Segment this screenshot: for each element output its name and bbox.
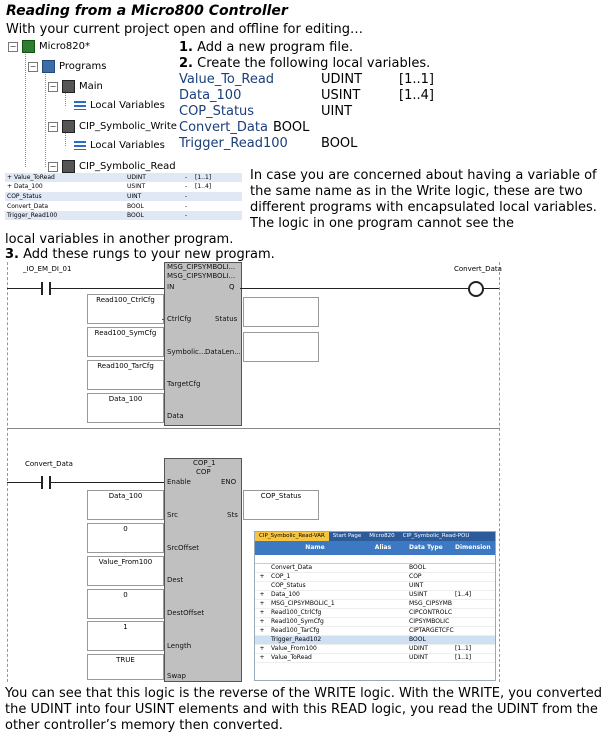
pin-eno: ENO bbox=[221, 478, 237, 486]
collapse-icon[interactable]: − bbox=[9, 41, 17, 51]
header-name[interactable]: Name bbox=[305, 544, 325, 551]
tree-programs[interactable] bbox=[28, 60, 106, 73]
table-row[interactable] bbox=[255, 582, 495, 591]
program-icon bbox=[62, 120, 75, 133]
mini-variable-table bbox=[5, 173, 242, 221]
expand-icon[interactable]: + bbox=[259, 573, 265, 580]
pin-length: Length bbox=[167, 642, 192, 650]
var-type: BOOL bbox=[321, 136, 358, 151]
contact-label: _IO_EM_DI_01 bbox=[23, 265, 72, 273]
cell-type: UINT bbox=[409, 582, 424, 589]
cell-type: MSG_CIPSYMB bbox=[409, 600, 452, 607]
cell-name: Value_ToRead bbox=[13, 173, 55, 181]
cell-type: UDINT bbox=[409, 645, 428, 652]
cell-name: Data_100 bbox=[13, 183, 43, 191]
cell-name: Convert_Data bbox=[7, 202, 49, 210]
cell-type: BOOL bbox=[127, 212, 144, 220]
table-row[interactable] bbox=[255, 636, 495, 645]
expand-icon[interactable]: + bbox=[259, 618, 265, 625]
var-name: Data_100 bbox=[179, 88, 242, 103]
cell-name: Data_100 bbox=[271, 591, 300, 598]
step-number: 2. bbox=[179, 56, 193, 71]
pin-enable: Enable bbox=[167, 478, 191, 486]
table-row[interactable] bbox=[255, 609, 495, 618]
expand-icon[interactable]: + bbox=[7, 173, 13, 181]
cell-type: BOOL bbox=[409, 564, 426, 571]
input-src[interactable]: Data_100 bbox=[87, 490, 164, 520]
cell-name: Read100_SymCfg bbox=[271, 618, 324, 625]
expand-icon[interactable]: + bbox=[259, 609, 265, 616]
cell-dim bbox=[455, 573, 495, 581]
var-type: USINT bbox=[321, 88, 361, 103]
block-type-name: COP bbox=[196, 468, 211, 476]
tree-write[interactable] bbox=[48, 120, 177, 133]
tree-controller[interactable] bbox=[8, 40, 90, 53]
pin-q: Q bbox=[229, 283, 235, 291]
table-row[interactable] bbox=[255, 645, 495, 654]
table-row[interactable] bbox=[5, 202, 242, 212]
contact-left[interactable] bbox=[41, 282, 43, 295]
tree-controller-label: Micro820* bbox=[39, 41, 91, 52]
tree-local-vars-write[interactable] bbox=[74, 140, 165, 151]
collapse-icon[interactable]: − bbox=[29, 61, 37, 71]
input-destoffset[interactable]: 0 bbox=[87, 589, 164, 619]
input-tarcfg[interactable]: Read100_TarCfg bbox=[87, 360, 164, 390]
table-row[interactable] bbox=[255, 573, 495, 582]
table-row[interactable] bbox=[255, 627, 495, 636]
block-type-name: MSG_CIPSYMBOLI... bbox=[167, 272, 236, 280]
local-variables-icon bbox=[74, 141, 86, 150]
cell-name: Value_From100 bbox=[271, 645, 317, 652]
step-2-text: Create the following local variables. bbox=[197, 56, 431, 71]
cell-dim bbox=[455, 600, 495, 608]
dropdown-icon[interactable]: - bbox=[185, 202, 188, 210]
cell-dim bbox=[455, 636, 495, 644]
cell-name: Trigger_Read102 bbox=[271, 636, 322, 643]
var-type: BOOL bbox=[273, 120, 310, 135]
step-3-text: Add these rungs to your new program. bbox=[23, 247, 275, 262]
step-number: 3. bbox=[5, 247, 19, 262]
var-row bbox=[179, 104, 479, 120]
cell-dim: [1..1] bbox=[455, 645, 472, 652]
steps-list bbox=[179, 40, 479, 152]
header-data-type[interactable]: Data Type bbox=[409, 544, 443, 551]
tab-micro820[interactable]: Micro820 bbox=[369, 533, 395, 539]
dropdown-icon[interactable]: - bbox=[185, 183, 188, 191]
pin-swap: Swap bbox=[167, 672, 186, 680]
cell-name: Read100_CtrlCfg bbox=[271, 609, 322, 616]
cell-type: COP bbox=[409, 573, 422, 580]
expand-icon[interactable]: + bbox=[259, 645, 265, 652]
cell-name: Read100_TarCfg bbox=[271, 627, 320, 634]
closing-paragraph: You can see that this logic is the reverse of the WRITE logic. With the WRITE, you converted the UDINT into four USINT elements and with this READ logic, you read the UDINT from the other controller’s memory then converted. bbox=[5, 686, 602, 733]
cell-dim bbox=[455, 618, 495, 626]
input-symcfg[interactable]: Read100_SymCfg bbox=[87, 327, 164, 357]
local-variables-icon bbox=[74, 101, 86, 110]
cell-type: CIPSYMBOLIC bbox=[409, 618, 450, 625]
program-icon bbox=[62, 80, 75, 93]
cell-type: UDINT bbox=[409, 654, 428, 661]
pin-destoffset: DestOffset bbox=[167, 609, 205, 617]
input-ctrlcfg[interactable]: Read100_CtrlCfg bbox=[87, 294, 164, 324]
input-swap[interactable]: TRUE bbox=[87, 654, 164, 680]
step-number: 1. bbox=[179, 40, 193, 55]
var-name: COP_Status bbox=[179, 104, 255, 119]
input-srcoffset[interactable]: 0 bbox=[87, 523, 164, 553]
table-row[interactable] bbox=[5, 173, 242, 183]
cell-dim bbox=[455, 582, 495, 590]
dropdown-icon[interactable]: - bbox=[185, 173, 188, 181]
coil-label: Convert_Data bbox=[454, 265, 502, 273]
collapse-icon[interactable]: − bbox=[49, 121, 57, 131]
input-data[interactable]: Data_100 bbox=[87, 393, 164, 423]
cell-name: Trigger_Read100 bbox=[7, 212, 58, 220]
cell-dim bbox=[455, 609, 495, 617]
cell-name: COP_Status bbox=[7, 192, 42, 200]
cell-type: UDINT bbox=[127, 173, 146, 181]
var-row bbox=[179, 136, 479, 152]
pin-src: Src bbox=[167, 511, 179, 519]
table-row[interactable] bbox=[255, 564, 495, 573]
dropdown-icon[interactable]: - bbox=[185, 212, 188, 220]
cell-type: CIPCONTROLC bbox=[409, 609, 453, 616]
table-row[interactable] bbox=[255, 591, 495, 600]
var-row bbox=[179, 72, 479, 88]
output-status[interactable] bbox=[243, 297, 319, 327]
collapse-icon[interactable]: − bbox=[49, 81, 57, 91]
table-row[interactable] bbox=[5, 192, 242, 202]
pin-srcoffset: SrcOffset bbox=[167, 544, 200, 552]
pin-dest: Dest bbox=[167, 576, 184, 584]
expand-icon[interactable] bbox=[255, 564, 269, 572]
cell-type: UINT bbox=[127, 192, 142, 200]
block-instance-name: COP_1 bbox=[193, 459, 216, 467]
output-sts[interactable]: COP_Status bbox=[243, 490, 319, 520]
pin-symbolic: Symbolic... bbox=[167, 348, 206, 356]
pin-ctrlcfg: CtrlCfg bbox=[167, 315, 192, 323]
tab-read-pou[interactable]: CIP_Symbolic_Read-POU bbox=[402, 533, 470, 539]
cell-name: COP_1 bbox=[271, 573, 291, 580]
intro-text: With your current project open and offline for editing… bbox=[6, 22, 364, 37]
programs-folder-icon bbox=[42, 60, 55, 73]
controller-icon bbox=[22, 40, 35, 53]
variables-window bbox=[254, 531, 496, 681]
input-dest[interactable]: Value_From100 bbox=[87, 556, 164, 586]
pin-targetcfg: TargetCfg bbox=[167, 380, 201, 388]
var-type: UDINT bbox=[321, 72, 363, 87]
tree-read-label: CIP_Symbolic_Read bbox=[79, 161, 176, 172]
header-dimension[interactable]: Dimension bbox=[455, 544, 491, 551]
side-note: In case you are concerned about having a variable of the same name as in the Write logic, these are two different programs with encapsulated local variables. The logic in one program cannot see the bbox=[250, 168, 597, 231]
tree-local-vars-main[interactable] bbox=[74, 100, 165, 111]
block-instance-name: MSG_CIPSYMBOLI... bbox=[167, 263, 236, 271]
cell-dim: [1..1] bbox=[455, 654, 472, 661]
dropdown-icon[interactable]: - bbox=[185, 192, 188, 200]
cell-type: CIPTARGETCFC bbox=[409, 627, 454, 634]
var-name: Value_To_Read bbox=[179, 72, 275, 87]
output-datalen[interactable] bbox=[243, 332, 319, 362]
pin-datalen: DataLen... bbox=[205, 348, 241, 356]
var-row bbox=[179, 120, 479, 136]
expand-icon[interactable]: + bbox=[259, 627, 265, 634]
expand-icon[interactable]: + bbox=[7, 183, 13, 191]
cell-dim: [1..4] bbox=[455, 591, 472, 598]
input-length[interactable]: 1 bbox=[87, 621, 164, 651]
tab-start-page[interactable]: Start Page bbox=[332, 533, 362, 539]
tree-main[interactable] bbox=[48, 80, 103, 93]
project-tree bbox=[8, 40, 178, 175]
var-dim: [1..1] bbox=[399, 72, 434, 87]
tree-write-label: CIP_Symbolic_Write bbox=[79, 121, 177, 132]
cell-name: MSG_CIPSYMBOLIC_1 bbox=[271, 600, 335, 607]
cell-type: USINT bbox=[127, 183, 146, 191]
cell-name: COP_Status bbox=[271, 582, 306, 589]
cell-name: Convert_Data bbox=[271, 564, 313, 571]
table-header bbox=[255, 541, 495, 555]
tab-bar bbox=[255, 532, 495, 541]
collapse-icon[interactable]: − bbox=[49, 161, 57, 171]
var-name: Trigger_Read100 bbox=[179, 136, 288, 151]
expand-icon[interactable] bbox=[255, 582, 269, 590]
tree-main-label: Main bbox=[79, 81, 103, 92]
contact-label: Convert_Data bbox=[25, 460, 73, 468]
pin-data: Data bbox=[167, 412, 184, 420]
tree-read[interactable] bbox=[48, 160, 176, 173]
tab-read-var[interactable]: CIP_Symbolic_Read-VAR bbox=[255, 532, 329, 541]
cell-type: BOOL bbox=[409, 636, 426, 643]
step-1-text: Add a new program file. bbox=[197, 40, 354, 55]
cell-dim: [1..4] bbox=[195, 183, 212, 191]
var-name: Convert_Data bbox=[179, 120, 268, 135]
cell-type: USINT bbox=[409, 591, 428, 598]
table-row[interactable] bbox=[5, 183, 242, 193]
tree-local-vars-label: Local Variables bbox=[90, 100, 165, 111]
cell-type: BOOL bbox=[127, 202, 144, 210]
cell-name: Value_ToRead bbox=[271, 654, 312, 661]
tree-programs-label: Programs bbox=[59, 61, 107, 72]
cell-dim: [1..1] bbox=[195, 173, 212, 181]
tree-local-vars-label: Local Variables bbox=[90, 140, 165, 151]
expand-icon[interactable]: + bbox=[259, 591, 265, 598]
expand-icon[interactable]: + bbox=[259, 600, 265, 607]
coil-icon[interactable] bbox=[468, 281, 484, 297]
contact-left[interactable] bbox=[41, 476, 43, 489]
pin-sts: Sts bbox=[227, 511, 238, 519]
table-row[interactable] bbox=[255, 618, 495, 627]
page-title: Reading from a Micro800 Controller bbox=[6, 3, 288, 19]
table-row[interactable] bbox=[5, 211, 242, 221]
table-row[interactable] bbox=[255, 600, 495, 609]
cell-dim bbox=[455, 627, 495, 635]
program-icon bbox=[62, 160, 75, 173]
expand-icon[interactable] bbox=[255, 636, 269, 644]
var-type: UINT bbox=[321, 104, 353, 119]
cell-dim bbox=[455, 564, 495, 572]
expand-icon[interactable]: + bbox=[259, 654, 265, 661]
pin-status: Status bbox=[215, 315, 238, 323]
header-alias[interactable]: Alias bbox=[374, 544, 392, 551]
filter-row[interactable] bbox=[255, 555, 495, 564]
var-row bbox=[179, 88, 479, 104]
side-note-continued: local variables in another program. bbox=[5, 232, 234, 247]
pin-in: IN bbox=[167, 283, 175, 291]
table-row[interactable] bbox=[255, 654, 495, 663]
var-dim: [1..4] bbox=[399, 88, 434, 103]
